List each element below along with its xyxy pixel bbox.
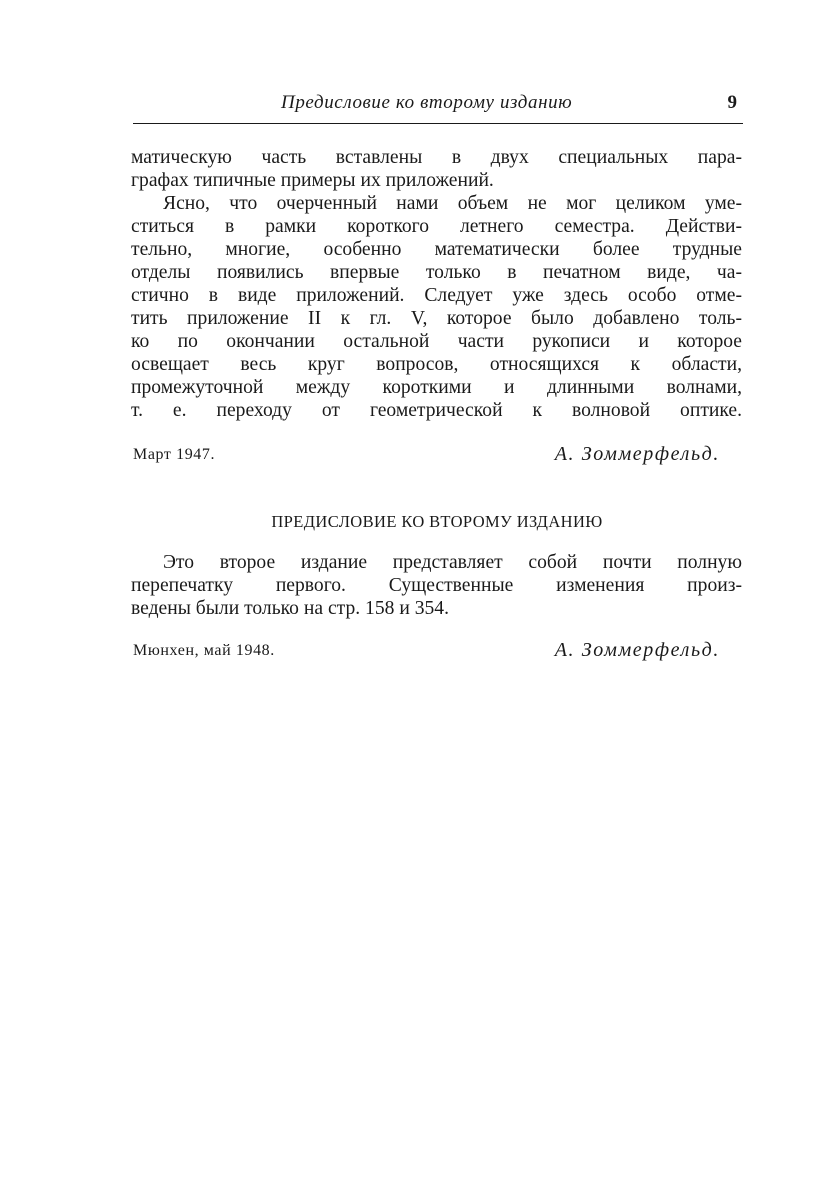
first-preface-signoff (133, 440, 720, 466)
page-number: 9 (727, 92, 737, 113)
preface-author: А. Зоммерфельд. (554, 639, 720, 661)
running-head (133, 92, 741, 122)
text-line: тельно, многие, особенно математически более трудные (131, 239, 742, 260)
text-line: отделы появились впервые только в печатном виде, ча- (131, 262, 742, 283)
text-line: освещает весь круг вопросов, относящихся к области, (131, 354, 742, 375)
text-line: т. е. переходу от геометрической к волновой оптике. (131, 400, 742, 421)
text-line: ститься в рамки короткого летнего семестра. Действи- (131, 216, 742, 237)
text-line: графах типичные примеры их приложений. (131, 170, 494, 191)
text-line: ведены были только на стр. 158 и 354. (131, 598, 449, 619)
text-line: Ясно, что очерченный нами объем не мог целиком уме- (163, 193, 742, 214)
section-heading: ПРЕДИСЛОВИЕ КО ВТОРОМУ ИЗДАНИЮ (271, 512, 603, 531)
running-title: Предисловие ко второму изданию (281, 92, 573, 113)
preface-date: Март 1947. (133, 446, 216, 463)
first-preface-text (131, 146, 742, 422)
text-line: тить приложение II к гл. V, которое было добавлено толь- (131, 308, 742, 329)
text-line: матическую часть вставлены в двух специальных пара- (131, 147, 742, 168)
text-line: перепечатку первого. Существенные изменения произ- (131, 575, 742, 596)
preface-author: А. Зоммерфельд. (554, 443, 720, 465)
text-line: стично в виде приложений. Следует уже здесь особо отме- (131, 285, 742, 306)
text-line: ко по окончании остальной части рукописи и которое (131, 331, 742, 352)
text-line: промежуточной между короткими и длинными волнами, (131, 377, 742, 398)
second-preface-signoff (133, 636, 720, 662)
preface-date: Мюнхен, май 1948. (133, 642, 275, 659)
second-preface-text (131, 551, 742, 620)
header-rule (133, 123, 743, 124)
text-line: Это второе издание представляет собой почти полную (163, 552, 742, 573)
